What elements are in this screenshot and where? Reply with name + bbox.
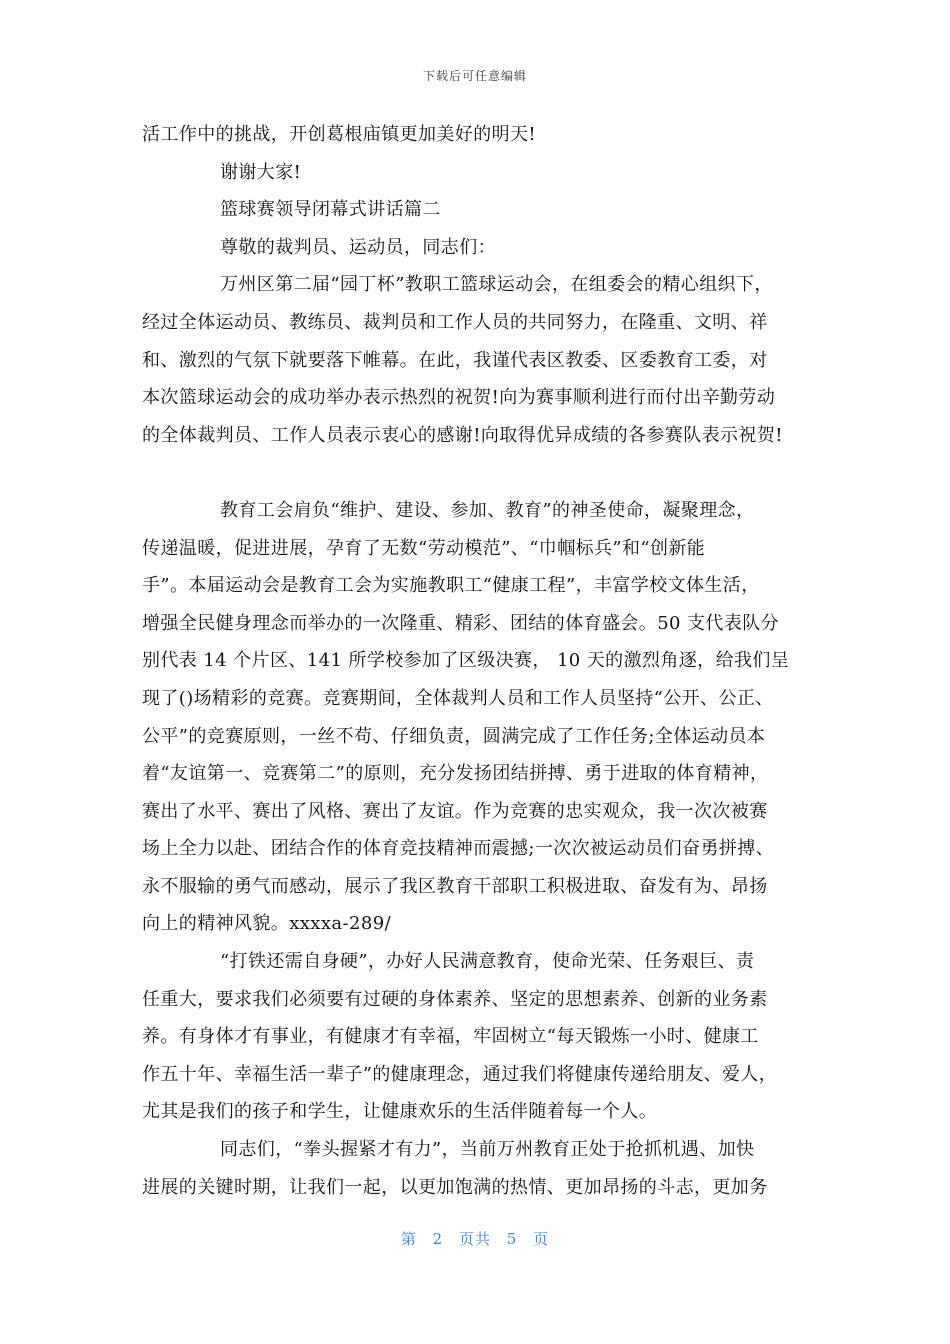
text-line: 同志们，“拳头握紧才有力”，当前万州教育正处于抢抓机遇、加快 <box>220 1139 755 1161</box>
page-number-footer: 第 2 页共 5 页 <box>400 1230 550 1248</box>
text-line: “打铁还需自身硬”，办好人民满意教育，使命光荣、任务艰巨、责 <box>220 951 755 973</box>
text-line: 经过全体运动员、教练员、裁判员和工作人员的共同努力，在隆重、文明、祥 <box>142 311 768 333</box>
text-line: 向上的精神风貌。xxxxa-289/ <box>142 913 392 935</box>
text-line: 手”。本届运动会是教育工会为实施教职工“健康工程”，丰富学校文体生活， <box>142 575 760 597</box>
text-line: 万州区第二届“园丁杯”教职工篮球运动会，在组委会的精心组织下， <box>220 274 773 296</box>
text-line: 别代表 14 个片区、141 所学校参加了区级决赛， 10 天的激烈角逐，给我们呈 <box>142 650 790 672</box>
text-line: 着“友谊第一、竞赛第二”的原则，充分发扬团结拼搏、勇于进取的体育精神， <box>142 763 769 785</box>
text-line: 活工作中的挑战，开创葛根庙镇更加美好的明天! <box>142 124 537 145</box>
text-line: 任重大，要求我们必须要有过硬的身体素养、坚定的思想素养、创新的业务素 <box>142 988 768 1010</box>
text-line: 传递温暖，促进进展，孕育了无数“劳动模范”、“巾帼标兵”和“创新能 <box>142 537 706 559</box>
text-line: 本次篮球运动会的成功举办表示热烈的祝贺!向为赛事顺利进行而付出辛勤劳动 <box>142 387 776 409</box>
text-line: 公平”的竞赛原则，一丝不苟、仔细负责，圆满完成了工作任务;全体运动员本 <box>142 725 766 747</box>
text-line: 永不服输的勇气而感动，展示了我区教育干部职工积极进取、奋发有为、昂扬 <box>142 875 768 897</box>
text-line: 养。有身体才有事业，有健康才有幸福，牢固树立“每天锻炼一小时、健康工 <box>142 1026 759 1048</box>
text-line: 场上全力以赴、团结合作的体育竞技精神而震撼;一次次被运动员们奋勇拼搏、 <box>142 838 775 860</box>
text-line: 现了()场精彩的竞赛。竞赛期间，全体裁判人员和工作人员坚持“公开、公正、 <box>142 687 774 709</box>
text-line: 谢谢大家! <box>220 161 302 183</box>
page-header: 下载后可任意编辑 <box>422 69 527 83</box>
blank-line <box>142 454 822 492</box>
text-line: 增强全民健身理念而举办的一次隆重、精彩、团结的体育盛会。50 支代表队分 <box>142 612 780 634</box>
text-line: 赛出了水平、赛出了风格、赛出了友谊。作为竞赛的忠实观众，我一次次被赛 <box>142 800 768 822</box>
text-line: 和、激烈的气氛下就要落下帷幕。在此，我谨代表区教委、区委教育工委，对 <box>142 349 768 371</box>
text-line: 尤其是我们的孩子和学生，让健康欢乐的生活伴随着每一个人。 <box>142 1101 658 1123</box>
text-line: 教育工会肩负“维护、建设、参加、教育”的神圣使命，凝聚理念， <box>220 499 755 521</box>
document-body <box>142 116 822 1206</box>
text-line: 尊敬的裁判员、运动员，同志们： <box>220 236 496 258</box>
text-line: 进展的关键时期，让我们一起，以更加饱满的热情、更加昂扬的斗志，更加务 <box>142 1176 768 1198</box>
text-line: 篮球赛领导闭幕式讲话篇二 <box>220 199 441 221</box>
text-line: 作五十年、幸福生活一辈子”的健康理念，通过我们将健康传递给朋友、爱人， <box>142 1063 778 1085</box>
text-line: 的全体裁判员、工作人员表示衷心的感谢!向取得优异成绩的各参赛队表示祝贺! <box>142 424 783 446</box>
